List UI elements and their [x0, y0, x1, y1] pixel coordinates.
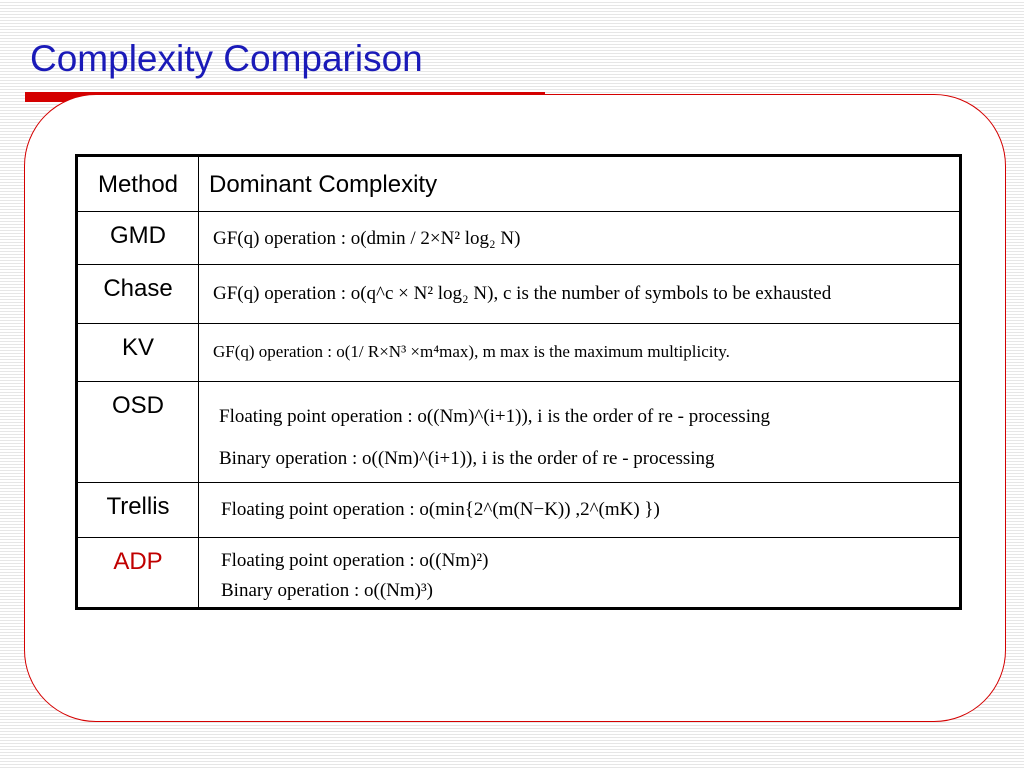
table-row	[77, 265, 961, 324]
complexity-cell-kv	[199, 324, 961, 382]
complexity-cell-adp	[199, 538, 961, 609]
method-header: Method	[77, 156, 199, 212]
formula-line: Binary operation : o((Nm)³)	[221, 580, 433, 601]
formula-line: Floating point operation : o((Nm)²)	[221, 550, 489, 571]
method-cell-kv: KV	[77, 324, 199, 382]
complexity-cell-trellis	[199, 483, 961, 538]
table-row	[77, 538, 961, 609]
method-cell-trellis: Trellis	[77, 483, 199, 538]
table-header-row	[77, 156, 961, 212]
table-row	[77, 324, 961, 382]
complexity-header: Dominant Complexity	[199, 156, 961, 212]
formula-line: GF(q) operation : o(q^c × N² log₂ N), c is the number of symbols to be exhausted	[213, 283, 832, 304]
formula-line: Floating point operation : o(min{2^(m(N−K)) ,2^(mK) })	[221, 499, 660, 520]
table-row	[77, 483, 961, 538]
complexity-cell-chase	[199, 265, 961, 324]
formula-line: GF(q) operation : o(1/ R×N³ ×m⁴max), m max is the maximum multiplicity.	[213, 342, 730, 361]
table-row	[77, 382, 961, 483]
formula-line: Binary operation : o((Nm)^(i+1)), i is the order of re - processing	[219, 448, 715, 469]
complexity-cell-gmd	[199, 212, 961, 265]
table-row	[77, 212, 961, 265]
method-cell-chase: Chase	[77, 265, 199, 324]
formula-line: Floating point operation : o((Nm)^(i+1)), i is the order of re - processing	[219, 406, 770, 427]
slide-title: Complexity Comparison	[30, 38, 423, 79]
method-cell-gmd: GMD	[77, 212, 199, 265]
method-cell-osd: OSD	[77, 382, 199, 483]
formula-line: GF(q) operation : o(dmin / 2×N² log₂ N)	[213, 228, 521, 249]
method-cell-adp: ADP	[77, 538, 199, 609]
complexity-table	[75, 154, 962, 610]
complexity-cell-osd	[199, 382, 961, 483]
